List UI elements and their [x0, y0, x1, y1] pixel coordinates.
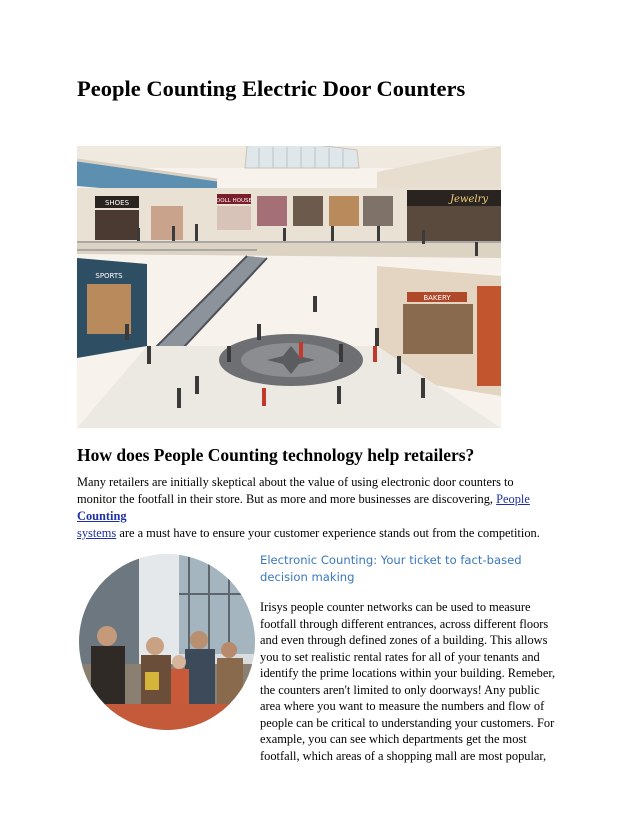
sign-shoes: SHOES — [104, 199, 130, 207]
intro-paragraph — [77, 474, 555, 542]
section-heading: How does People Counting technology help retailers? — [77, 445, 475, 465]
sign-dollhouse: DOLL HOUSE — [216, 198, 252, 204]
sign-sports: SPORTS — [95, 272, 123, 280]
shopping-mall-illustration — [77, 146, 501, 428]
link-text-2: Counting — [77, 509, 127, 523]
subheading: Electronic Counting: Your ticket to fact-based decision making — [260, 553, 522, 584]
document-title: People Counting Electric Door Counters — [77, 76, 466, 101]
intro-text-after: are a must have to ensure your customer experience stands out from the competition. — [116, 526, 540, 540]
shoppers-circle-photo — [79, 554, 255, 730]
intro-text-before: Many retailers are initially skeptical about the value of using electronic door counters to monitor the footfall in their store. But as more and more businesses are discovering, — [77, 475, 514, 506]
link-text-3: systems — [77, 526, 117, 540]
link-text-1: People — [496, 492, 530, 506]
sign-bakery: BAKERY — [423, 294, 451, 302]
sign-jewelry: Jewelry — [449, 194, 489, 205]
body-paragraph: Irisys people counter networks can be used to measure footfall through different entrances, across different floors and even through defined zones of a building. This allows you to set realistic rental rates for all of your tenants and identify the prime locations within your building. Remeber, the counters aren't limited to only doorways! Any public area where you want to measure the numbers and flow of people can be critical to understanding your customers. For example, you can see which departments get the most footfall, which areas of a shopping mall are most popular, — [260, 600, 556, 763]
